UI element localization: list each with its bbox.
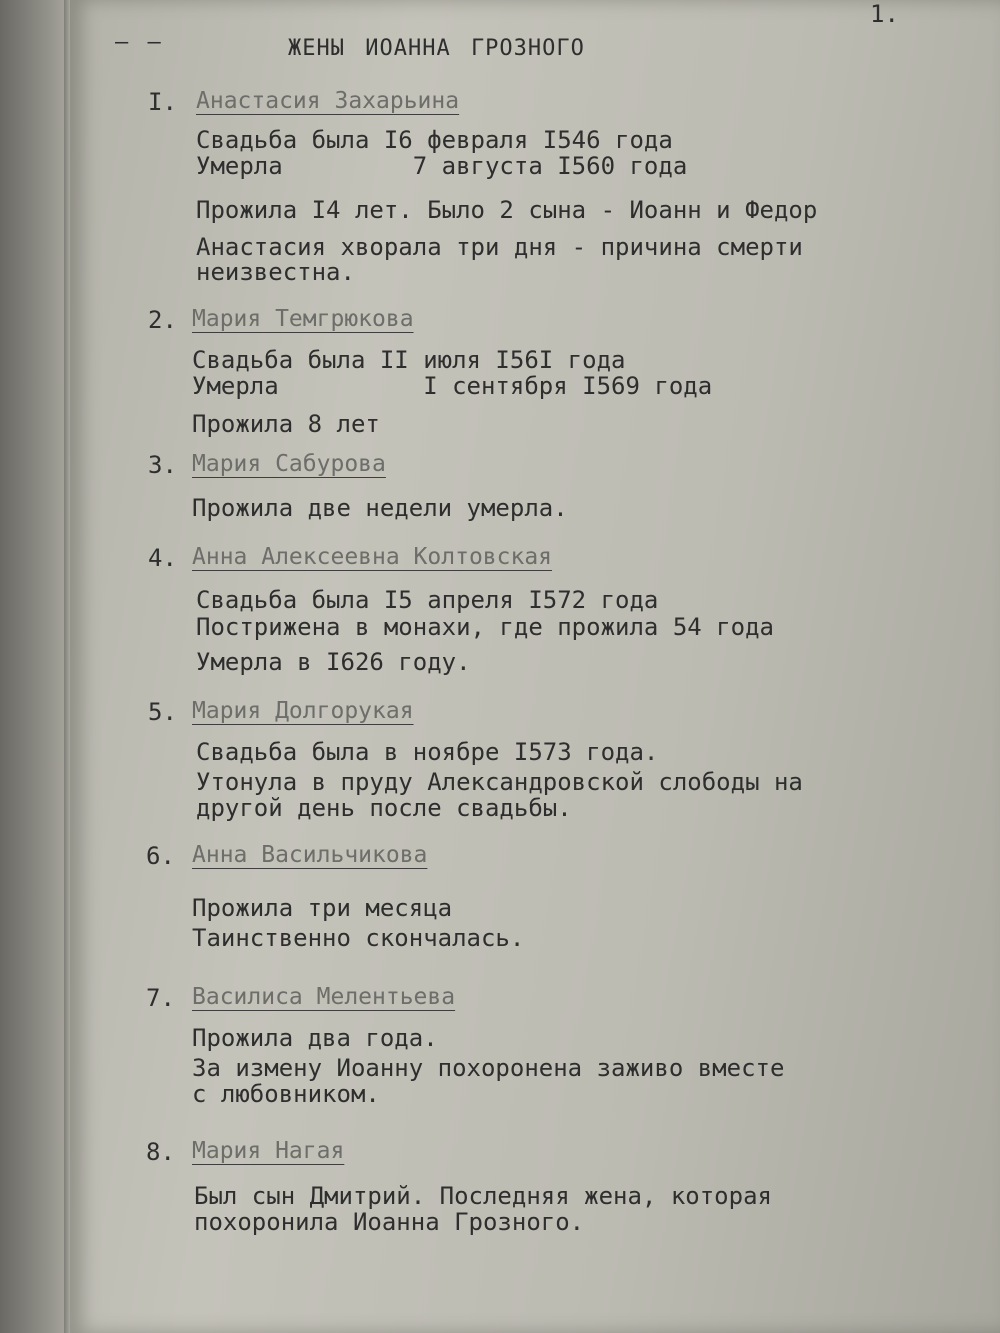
entry-number: 5.: [148, 698, 177, 726]
entry-line: Свадьба была I5 апреля I572 года: [196, 586, 659, 614]
entry-number: 2.: [148, 306, 177, 334]
entry-line: Таинственно скончалась.: [192, 924, 525, 952]
entry-line: Свадьба была II июля I56I года: [192, 346, 626, 374]
entry-line: Умерла в I626 году.: [196, 648, 471, 676]
entry-line: За измену Иоанну похоронена заживо вместе: [192, 1054, 785, 1082]
entry-line: неизвестна.: [196, 258, 355, 286]
entry-name: Мария Долгорукая: [192, 698, 414, 724]
entry-line: Прожила две недели умерла.: [192, 494, 568, 522]
margin-dash-mark: — —: [115, 30, 164, 55]
entry-name: Мария Темгрюкова: [192, 306, 414, 332]
entry-line: Умерла 7 августа I560 года: [196, 152, 688, 180]
entry-number: 7.: [146, 984, 175, 1012]
entry-line: Умерла I сентября I569 года: [192, 372, 713, 400]
entry-line: другой день после свадьбы.: [196, 794, 572, 822]
entry-line: похоронила Иоанна Грозного.: [194, 1208, 585, 1236]
entry-number: 6.: [146, 842, 175, 870]
page-title: ЖЕНЫ ИОАННА ГРОЗНОГО: [288, 36, 585, 61]
typewritten-page: [70, 0, 1000, 1333]
entry-name: Мария Нагая: [192, 1138, 345, 1164]
book-spine-edge: [0, 0, 70, 1333]
entry-line: Свадьба была I6 февраля I546 года: [196, 126, 673, 154]
entry-line: Пострижена в монахи, где прожила 54 года: [196, 613, 774, 641]
entry-number: I.: [148, 88, 177, 116]
entry-number: 3.: [148, 451, 177, 479]
page-number: 1.: [870, 0, 899, 28]
entry-number: 8.: [146, 1138, 175, 1166]
entry-line: с любовником.: [192, 1080, 380, 1108]
entry-name: Василиса Мелентьева: [192, 984, 456, 1010]
entry-name: Анна Алексеевна Колтовская: [192, 544, 553, 570]
entry-line: Анастасия хворала три дня - причина смерти: [196, 233, 803, 261]
entry-line: Прожила три месяца: [192, 894, 453, 922]
entry-line: Свадьба была в ноябре I573 года.: [196, 738, 659, 766]
entry-line: Был сын Дмитрий. Последняя жена, которая: [194, 1182, 772, 1210]
entry-line: Прожила 8 лет: [192, 410, 380, 438]
entry-line: Прожила два года.: [192, 1024, 438, 1052]
entry-name: Анастасия Захарьина: [196, 88, 460, 114]
entry-line: Прожила I4 лет. Было 2 сына - Иоанн и Федор: [196, 196, 818, 224]
entry-line: Утонула в пруду Александровской слободы на: [196, 768, 803, 796]
entry-name: Мария Сабурова: [192, 451, 386, 477]
entry-name: Анна Васильчикова: [192, 842, 428, 868]
entry-number: 4.: [148, 544, 177, 572]
